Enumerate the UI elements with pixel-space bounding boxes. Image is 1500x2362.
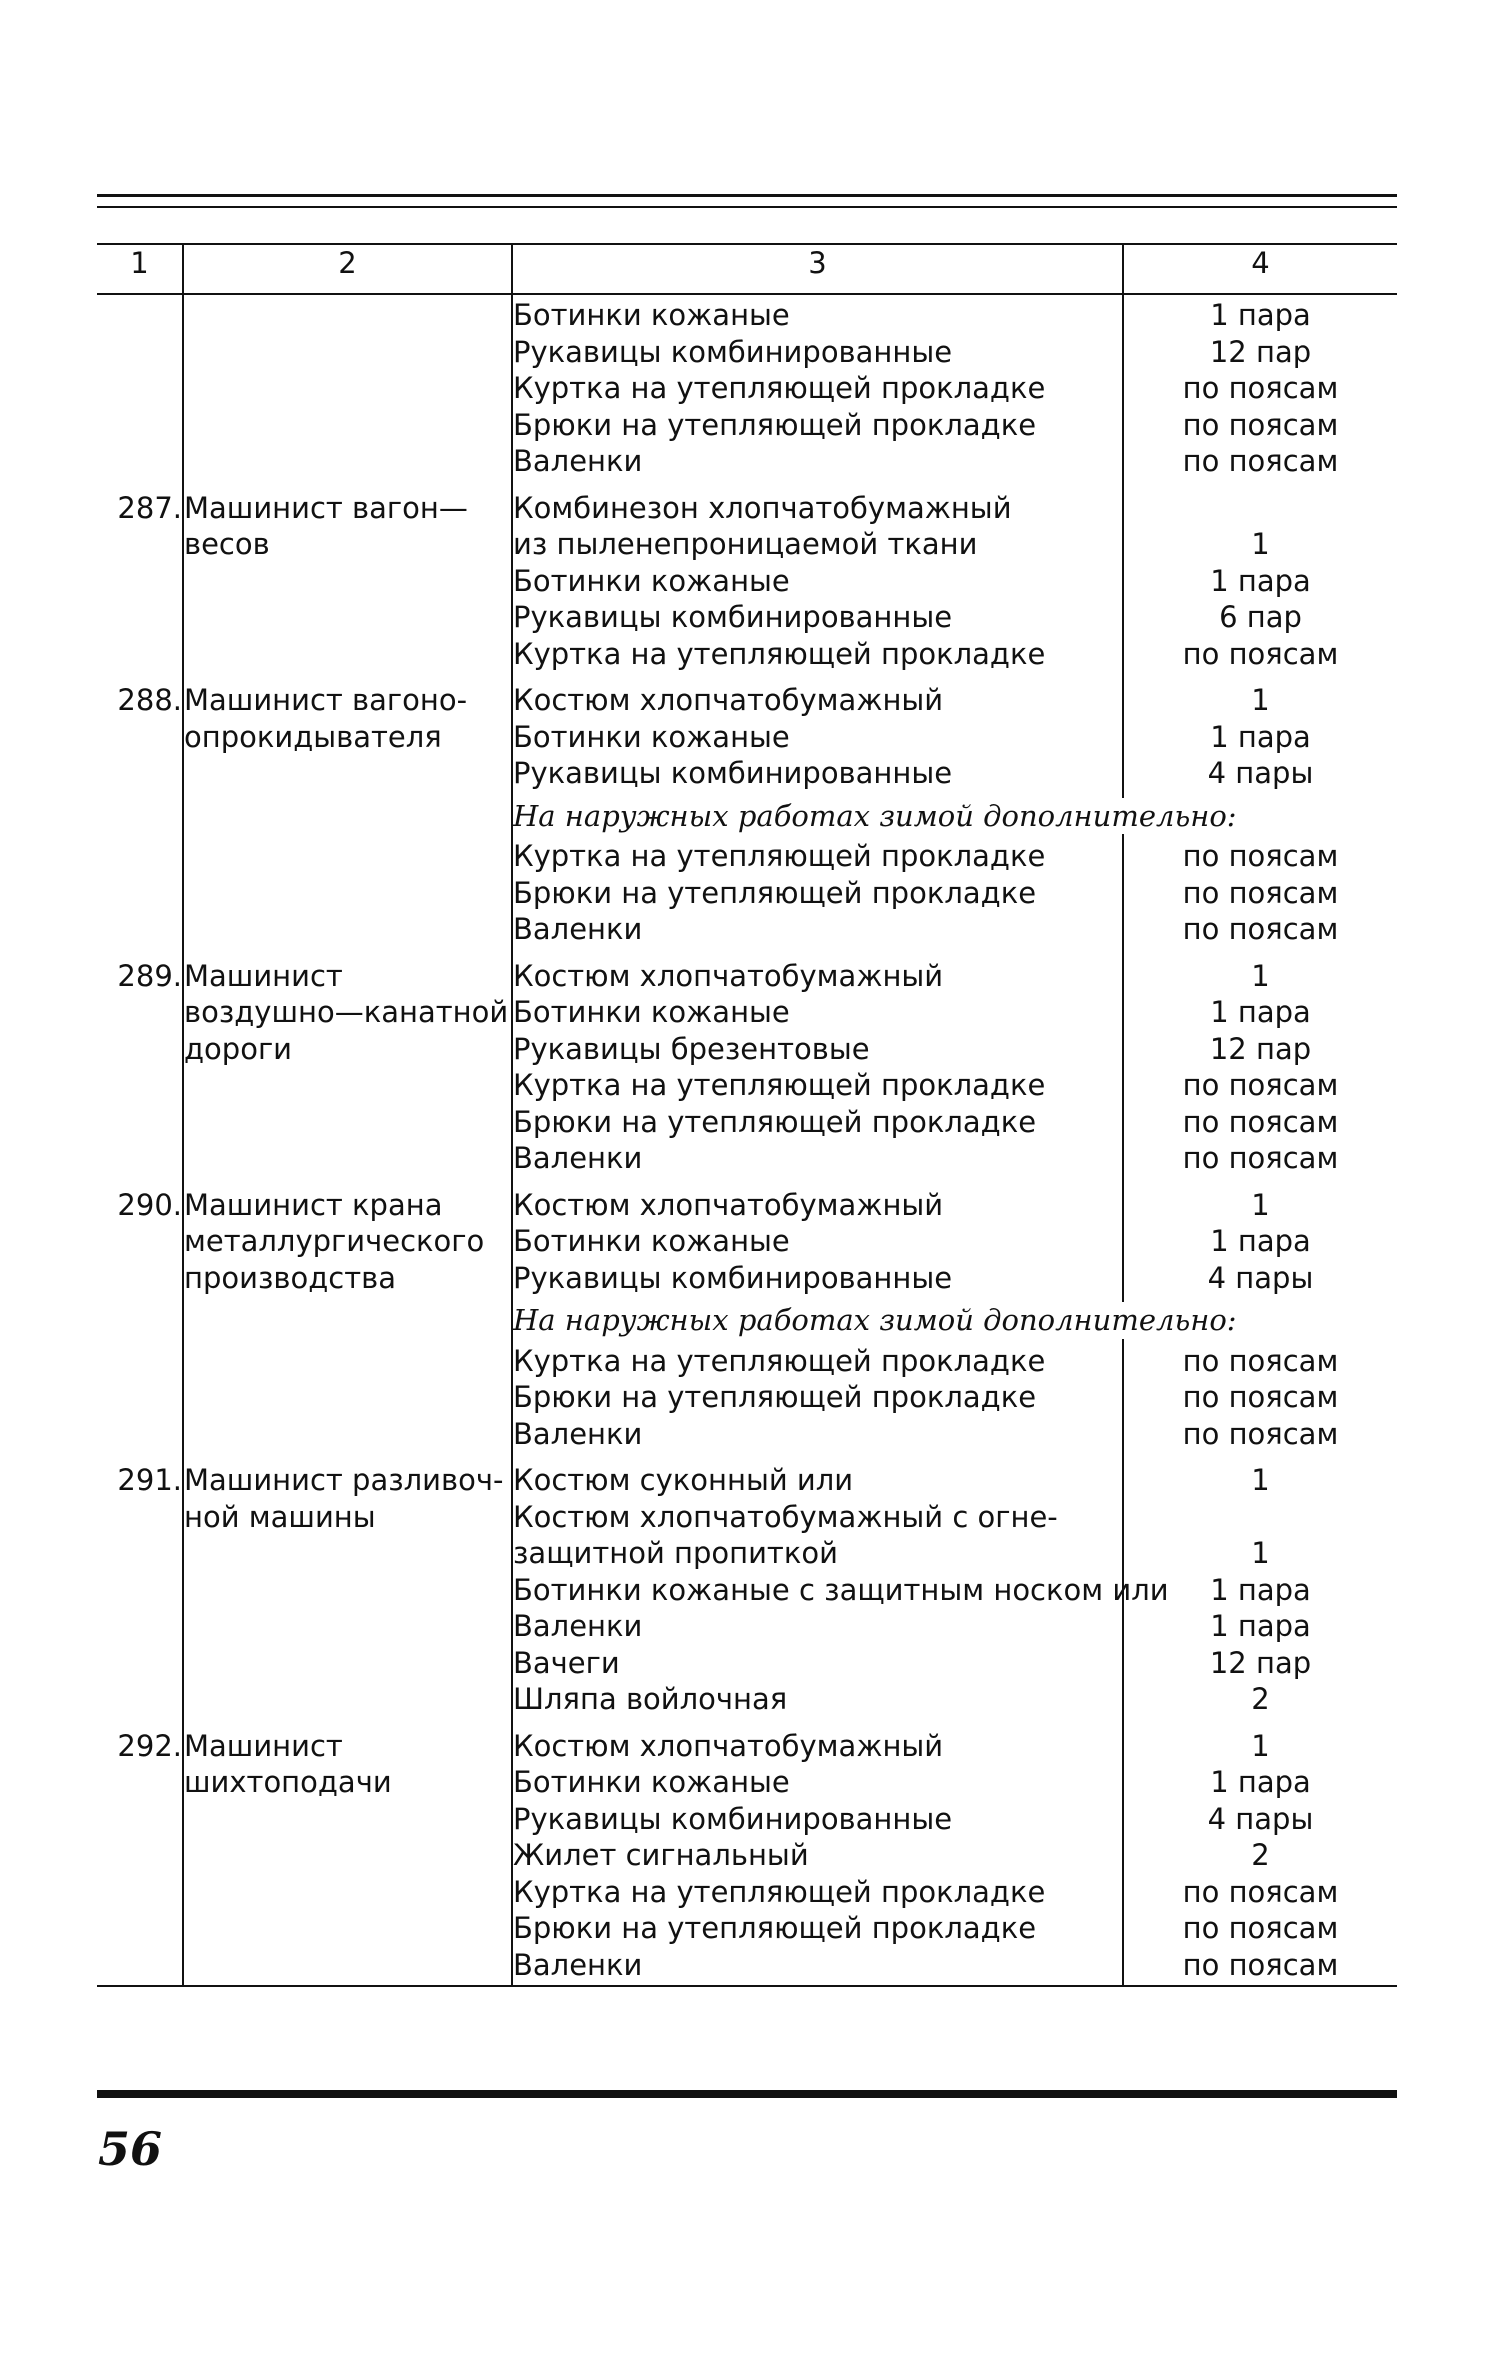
quantity: 1 пара — [1210, 1224, 1311, 1258]
quantity: 1 пара — [1210, 1572, 1311, 1607]
job-title — [183, 486, 512, 679]
quantity: 2 — [1251, 1838, 1270, 1872]
quantity: 1 пара — [1210, 1609, 1311, 1643]
quantity-list — [1123, 834, 1397, 954]
quantity: 2 — [1251, 1682, 1270, 1716]
quantity: 12 пар — [1209, 1031, 1312, 1066]
quantity: по поясам — [1182, 407, 1339, 442]
job-title-line: металлургического — [184, 1224, 485, 1258]
item-name: Рукавицы брезентовые — [513, 1031, 870, 1066]
item-name: Комбинезон хлопчатобумажный — [513, 490, 1012, 525]
quantity-list — [1123, 1183, 1397, 1303]
job-title — [183, 294, 512, 486]
job-title-line: воздушно—канатной — [184, 995, 509, 1029]
quantity — [1124, 490, 1397, 527]
job-title-line: Машинист вагоно- — [184, 683, 468, 717]
quantity: по поясам — [1182, 875, 1339, 910]
item-name: Ботинки кожаные — [513, 719, 790, 754]
item-name: Шляпа войлочная — [513, 1682, 788, 1716]
clothing-norms-table — [97, 243, 1397, 1987]
job-title-line: Машинист крана — [184, 1187, 443, 1222]
quantity-list — [1123, 486, 1397, 679]
item-list — [512, 1458, 1169, 1724]
quantity: по поясам — [1182, 912, 1339, 946]
quantity: 1 — [1251, 958, 1270, 993]
entry-number: 290. — [117, 1187, 182, 1222]
table-row-290 — [97, 1183, 1397, 1303]
entry-number: 288. — [117, 683, 182, 717]
quantity-list — [1123, 678, 1397, 798]
item-list — [512, 1724, 1123, 1987]
quantity — [1124, 1499, 1397, 1536]
item-list — [512, 1183, 1123, 1303]
job-title-line: Машинист — [184, 958, 343, 993]
item-name: Костюм хлопчатобумажный — [513, 958, 944, 993]
item-name: Ботинки кожаные с защитным носком или — [513, 1572, 1169, 1607]
item-name: Брюки на утепляющей прокладке — [513, 407, 1037, 442]
table-header — [97, 244, 1397, 294]
item-name: Ботинки кожаные — [513, 1224, 790, 1258]
job-title — [183, 678, 512, 798]
header-col-3: 3 — [512, 244, 1123, 294]
item-name: Валенки — [513, 1609, 643, 1643]
table-row — [97, 294, 1397, 486]
quantity: 1 пара — [1210, 719, 1311, 754]
job-title-line: Машинист — [184, 1728, 343, 1763]
item-name: Куртка на утепляющей прокладке — [513, 1874, 1046, 1909]
quantity-list — [1123, 294, 1397, 486]
quantity: 12 пар — [1209, 334, 1312, 369]
job-title-line: ной машины — [184, 1499, 376, 1534]
item-name: Брюки на утепляющей прокладке — [513, 1104, 1037, 1139]
quantity: 6 пар — [1219, 600, 1302, 634]
header-col-1: 1 — [97, 244, 183, 294]
note-row — [97, 798, 1397, 835]
item-name: Костюм хлопчатобумажный с огне- — [513, 1499, 1058, 1534]
header-col-2: 2 — [183, 244, 512, 294]
item-name: Валенки — [513, 1141, 643, 1175]
top-rule — [97, 194, 1397, 197]
item-list — [512, 294, 1123, 486]
item-name: Костюм хлопчатобумажный — [513, 1187, 944, 1222]
quantity: по поясам — [1182, 839, 1339, 873]
note-row — [97, 1302, 1397, 1339]
quantity-list — [1123, 1339, 1397, 1459]
job-title — [183, 954, 512, 1183]
item-name: Валенки — [513, 1947, 643, 1982]
quantity: 1 пара — [1210, 995, 1311, 1029]
item-name: Рукавицы комбинированные — [513, 334, 953, 369]
item-name: Ботинки кожаные — [513, 995, 790, 1029]
quantity: по поясам — [1182, 1911, 1339, 1945]
job-title-line: дороги — [184, 1031, 293, 1066]
item-name: Рукавицы комбинированные — [513, 1260, 953, 1295]
entry-number: 291. — [117, 1463, 182, 1497]
item-list — [512, 486, 1123, 679]
item-name: Куртка на утепляющей прокладке — [513, 1343, 1046, 1378]
quantity: 12 пар — [1209, 1645, 1312, 1680]
item-name: Куртка на утепляющей прокладке — [513, 636, 1046, 671]
entry-number: 292. — [97, 1724, 183, 1987]
winter-note: На наружных работах зимой дополнительно: — [512, 798, 1397, 835]
job-title-line: весов — [184, 527, 270, 561]
item-name: Куртка на утепляющей прокладке — [513, 371, 1046, 405]
item-name: Костюм хлопчатобумажный — [513, 683, 944, 717]
item-name: Куртка на утепляющей прокладке — [513, 1068, 1046, 1102]
job-title — [183, 1724, 512, 1987]
item-name: защитной пропиткой — [513, 1536, 838, 1570]
job-title-line: Машинист разливоч- — [184, 1463, 504, 1497]
job-title — [183, 1458, 512, 1724]
bottom-rule — [97, 2090, 1397, 2098]
item-name: Ботинки кожаные — [513, 298, 790, 332]
item-name: Брюки на утепляющей прокладке — [513, 1380, 1037, 1414]
job-title-line: шихтоподачи — [184, 1765, 392, 1799]
item-name: Жилет сигнальный — [513, 1838, 809, 1872]
quantity: по поясам — [1182, 1343, 1339, 1378]
quantity: по поясам — [1182, 1380, 1339, 1414]
quantity: по поясам — [1182, 1104, 1339, 1139]
header-row — [97, 244, 1397, 294]
header-col-4: 4 — [1123, 244, 1397, 294]
entry-number: 289. — [117, 958, 182, 993]
quantity: 4 пары — [1207, 1801, 1314, 1836]
table-row-288-extra — [97, 834, 1397, 954]
table-row-288 — [97, 678, 1397, 798]
quantity: 1 — [1251, 683, 1270, 717]
item-name: Куртка на утепляющей прокладке — [513, 839, 1046, 873]
quantity: по поясам — [1182, 444, 1339, 478]
item-name: из пыленепроницаемой ткани — [513, 527, 978, 561]
item-name: Брюки на утепляющей прокладке — [513, 875, 1037, 910]
page-number: 56 — [98, 2122, 163, 2176]
table-row-290-extra — [97, 1339, 1397, 1459]
entry-number — [97, 294, 183, 486]
table-row-289 — [97, 954, 1397, 1183]
winter-note: На наружных работах зимой дополнительно: — [512, 1302, 1397, 1339]
job-title-line: Машинист вагон— — [184, 490, 468, 525]
quantity: 1 пара — [1210, 298, 1311, 332]
item-name: Ботинки кожаные — [513, 1765, 790, 1799]
item-list — [512, 834, 1123, 954]
job-title — [183, 1183, 512, 1303]
item-list — [512, 678, 1123, 798]
entry-number: 287. — [117, 490, 182, 525]
table-row-291 — [97, 1458, 1397, 1724]
quantity: 1 пара — [1210, 1765, 1311, 1799]
table-row-287 — [97, 486, 1397, 679]
quantity: по поясам — [1182, 1416, 1339, 1451]
quantity: 1 — [1251, 1187, 1270, 1222]
item-name: Вачеги — [513, 1645, 620, 1680]
quantity: 4 пары — [1207, 1260, 1314, 1295]
item-list — [512, 954, 1123, 1183]
quantity-list — [1123, 1724, 1397, 1987]
item-name: Рукавицы комбинированные — [513, 1801, 953, 1836]
item-name: Валенки — [513, 444, 643, 478]
item-name: Брюки на утепляющей прокладке — [513, 1911, 1037, 1945]
quantity: 1 — [1251, 527, 1270, 561]
item-name: Ботинки кожаные — [513, 563, 790, 598]
quantity: по поясам — [1182, 1141, 1339, 1175]
item-name: Костюм хлопчатобумажный — [513, 1728, 944, 1763]
quantity: по поясам — [1182, 1068, 1339, 1102]
quantity: 1 — [1251, 1728, 1270, 1763]
item-name: Рукавицы комбинированные — [513, 600, 953, 634]
quantity: 1 — [1251, 1463, 1270, 1497]
job-title-line: производства — [184, 1260, 396, 1295]
item-name: Валенки — [513, 912, 643, 946]
quantity: 4 пары — [1207, 756, 1314, 790]
quantity: по поясам — [1182, 371, 1339, 405]
item-name: Рукавицы комбинированные — [513, 756, 953, 790]
job-title-line: опрокидывателя — [184, 719, 442, 754]
quantity: 1 пара — [1210, 563, 1311, 598]
item-list — [512, 1339, 1123, 1459]
top-rule-secondary — [97, 206, 1397, 208]
table-row-292 — [97, 1724, 1397, 1987]
item-name: Костюм суконный или — [513, 1463, 854, 1497]
quantity: по поясам — [1182, 1947, 1339, 1982]
quantity: по поясам — [1182, 636, 1339, 671]
quantity: 1 — [1251, 1536, 1270, 1570]
quantity: по поясам — [1182, 1874, 1339, 1909]
item-name: Валенки — [513, 1416, 643, 1451]
quantity-list — [1123, 954, 1397, 1183]
